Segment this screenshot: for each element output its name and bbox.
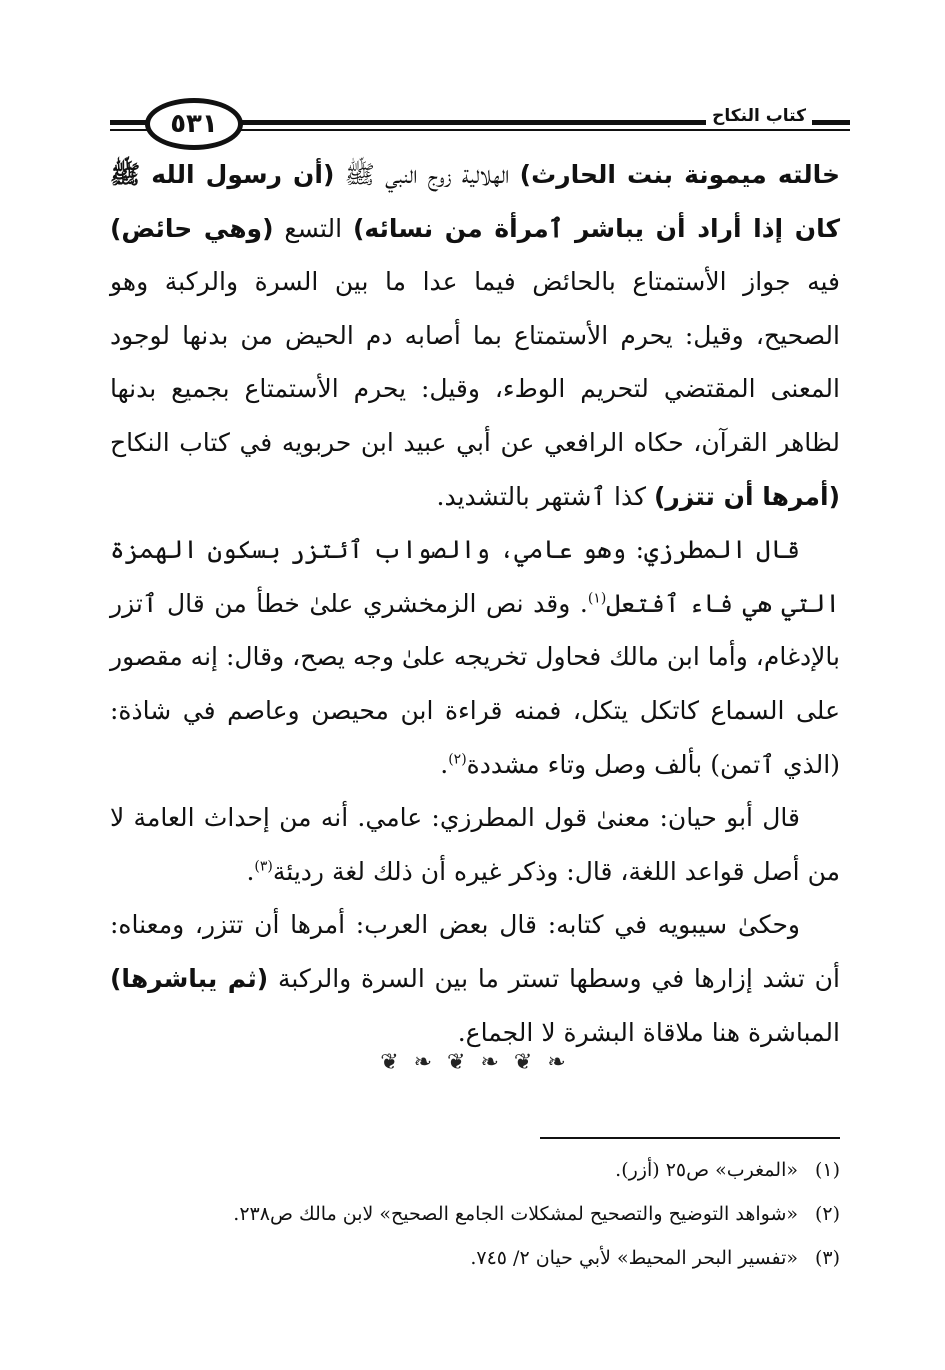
paragraph-4 xyxy=(110,898,840,1059)
text-span: . xyxy=(440,749,449,779)
bold-span: (أمرها أن تتزر) xyxy=(653,481,840,511)
bold-span: (أن رسول الله ﷺ كان إذا أراد أن يباشر ٱمرأة من نسائه) xyxy=(110,160,840,243)
footnote-number: (٣) xyxy=(814,1247,840,1269)
text-span: . xyxy=(246,856,255,886)
bold-span: خالته ميمونة بنت الحارث) xyxy=(519,160,840,189)
header-rule-left xyxy=(110,120,150,125)
paragraph-1 xyxy=(110,148,840,523)
header-rule-left-thin xyxy=(110,129,150,131)
footnote-number: (٢) xyxy=(814,1203,840,1225)
footnote-text: «تفسير البحر المحيط» لأبي حيان ٢/ ٧٤٥. xyxy=(470,1247,798,1269)
text-span: التسع xyxy=(273,213,353,243)
page-number: ٥٣١ xyxy=(145,98,243,150)
section-ornament-icon: ❦ ❧ ❦ ❧ ❦ ❧ xyxy=(380,1050,570,1075)
footnote-3 xyxy=(110,1236,840,1280)
text-span: قال أبو حيان: معنىٰ قول المطرزي: عامي. أنه من إحداث العامة لا من أصل قواعد اللغة، قال: وذكر غيره أن ذلك لغة رديئة xyxy=(110,803,840,886)
text-span: كذا ٱشتهر بالتشديد. xyxy=(436,481,654,511)
text-span: فيه جواز الأستمتاع بالحائض فيما عدا ما بين السرة والركبة وهو الصحيح، وقيل: يحرم الأستمتاع بما أصابه دم الحيض من بدنها لوجود المعنى المقتضي لتحريم الوطء، وقيل: يحرم الأستمتاع بجميع بدنها لظاهر القرآن، حكاه الرافعي عن أبي عبيد ابن حربويه في كتاب النكاح xyxy=(110,267,840,457)
text-span: الهلالية زوج النبي ﷺ xyxy=(334,160,520,189)
footnote-number: (١) xyxy=(814,1159,840,1181)
text-span: وحكىٰ سيبويه في كتابه: قال بعض العرب: أمرها أن تتزر، ومعناه: أن تشد إزارها في وسطها تستر ما بين السرة والركبة xyxy=(110,910,840,993)
footnote-divider xyxy=(540,1137,840,1139)
text-span: . وقد نص الزمخشري علىٰ خطأ من قال ٱتزر بالإدغام، وأما ابن مالك فحاول تخريجه علىٰ وجه يصح، وقال: إنه مقصور على السماع كاتكل يتكل، فمنه قراءة ابن محيصن وعاصم في شاذة: (الذي ٱتمن) بألف وصل وتاء مشددة xyxy=(110,588,840,779)
footnote-2 xyxy=(110,1192,840,1236)
footnotes xyxy=(110,1148,840,1280)
footnote-ref-3[interactable]: (٣) xyxy=(254,858,273,875)
header-rule-right-thin xyxy=(238,129,850,131)
paragraph-3 xyxy=(110,791,840,898)
bold-span: (وهي حائض) xyxy=(110,213,274,243)
text-span: قال المطرزي: وهو عامي، والصواب ٱئتزر بسكون الهمزة التي هي فاء ٱفتعل xyxy=(110,535,840,618)
footnote-1 xyxy=(110,1148,840,1192)
footnote-text: «شواهد التوضيح والتصحيح لمشكلات الجامع الصحيح» لابن مالك ص٢٣٨. xyxy=(233,1203,798,1225)
footnote-ref-1[interactable]: (١) xyxy=(587,590,607,607)
paragraph-2 xyxy=(110,523,840,791)
running-title: كتاب النكاح xyxy=(706,106,812,126)
footnote-ref-2[interactable]: (٢) xyxy=(448,751,467,768)
text-span: المباشرة هنا ملاقاة البشرة لا الجماع. xyxy=(457,1017,840,1047)
main-text xyxy=(110,148,840,1059)
footnote-text: «المغرب» ص٢٥ (أزر). xyxy=(615,1159,798,1181)
bold-span: (ثم يباشرها) xyxy=(110,963,269,993)
